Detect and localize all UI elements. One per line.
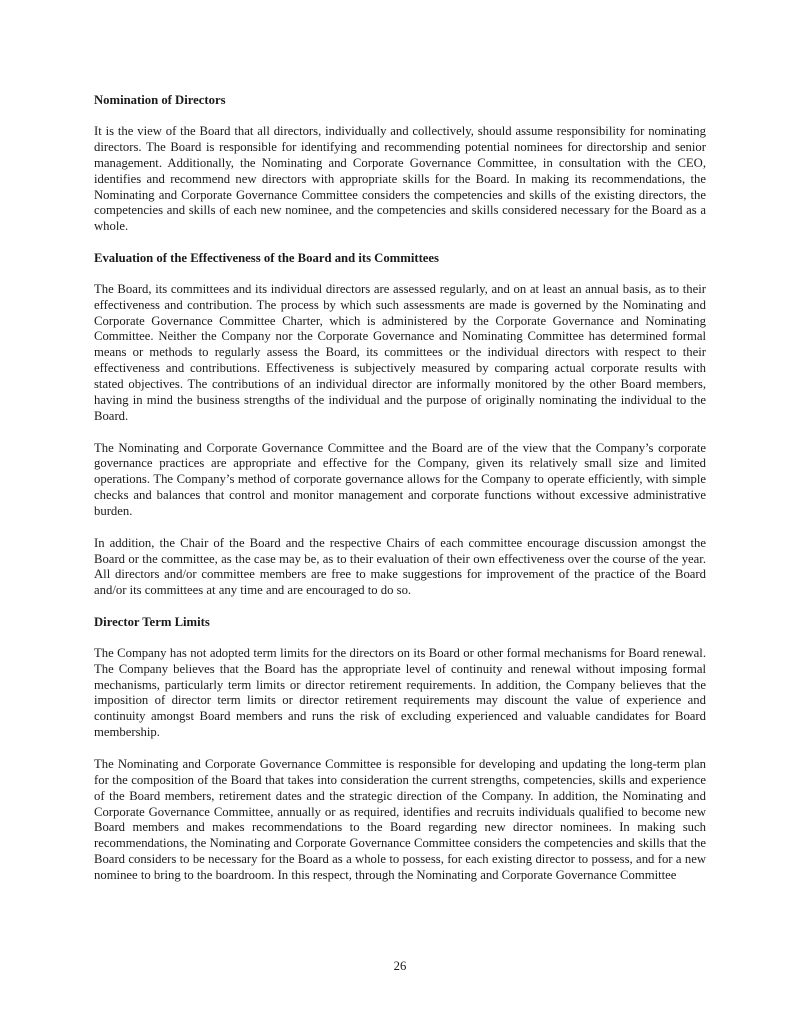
paragraph: The Nominating and Corporate Governance Committee is responsible for developing and updating the long-term plan for the composition of the Board that takes into consideration the current strengths, competencies, skills and experience of the Board members, retirement dates and the strategic direction of the Company. In addition, the Nominating and Corporate Governance Committee, annually or as required, identifies and recruits individuals qualified to become new Board members and makes recommendations to the Board regarding new director nominees. In making such recommendations, the Nominating and Corporate Governance Committee considers the competencies and skills that the Board considers to be necessary for the Board as a whole to possess, for each existing director to possess, and for a new nominee to bring to the boardroom. In this respect, through the Nominating and Corporate Governance Committee [94, 756, 706, 883]
paragraph: It is the view of the Board that all directors, individually and collectively, should assume responsibility for nominating directors. The Board is responsible for identifying and recommending potential nominees for directorship and senior management. Additionally, the Nominating and Corporate Governance Committee, in consultation with the CEO, identifies and recommend new directors with appropriate skills for the Board. In making its recommendations, the Nominating and Corporate Governance Committee considers the competencies and skills of the existing directors, the competencies and skills of each new nominee, and the competencies and skills considered necessary for the Board as a whole. [94, 123, 706, 234]
paragraph: In addition, the Chair of the Board and the respective Chairs of each committee encourage discussion amongst the Board or the committee, as the case may be, as to their evaluation of their own effectiveness over the course of the year. All directors and/or committee members are free to make suggestions for improvement of the practice of the Board and/or its committees at any time and are encouraged to do so. [94, 535, 706, 598]
paragraph: The Board, its committees and its individual directors are assessed regularly, and on at least an annual basis, as to their effectiveness and contribution. The process by which such assessments are made is governed by the Nominating and Corporate Governance Committee Charter, which is administered by the Corporate Governance and Nominating Committee. Neither the Company nor the Corporate Governance and Nominating Committee has determined formal means or methods to regularly assess the Board, its committees or the individual directors with respect to their effectiveness and contributions. Effectiveness is subjectively measured by comparing actual corporate results with stated objectives. The contributions of an individual director are informally monitored by the other Board members, having in mind the business strengths of the individual and the purpose of originally nominating the individual to the Board. [94, 281, 706, 423]
paragraph: The Nominating and Corporate Governance Committee and the Board are of the view that the Company’s corporate governance practices are appropriate and effective for the Company, given its relatively small size and limited operations. The Company’s method of corporate governance allows for the Company to operate efficiently, with simple checks and balances that control and monitor management and corporate functions without excessive administrative burden. [94, 440, 706, 519]
section-heading-evaluation: Evaluation of the Effectiveness of the Board and its Committees [94, 250, 439, 265]
section-heading-nomination: Nomination of Directors [94, 93, 226, 107]
document-page [94, 93, 706, 900]
page-number: 26 [393, 959, 407, 973]
paragraph: The Company has not adopted term limits for the directors on its Board or other formal mechanisms for Board renewal. The Company believes that the Board has the appropriate level of continuity and renewal without imposing formal mechanisms, particularly term limits or director retirement requirements. In addition, the Company believes that the imposition of director term limits or director retirement requirements may discount the value of experience and continuity amongst Board members and runs the risk of excluding experienced and valuable candidates for Board membership. [94, 645, 706, 740]
section-heading-term-limits: Director Term Limits [94, 614, 210, 629]
